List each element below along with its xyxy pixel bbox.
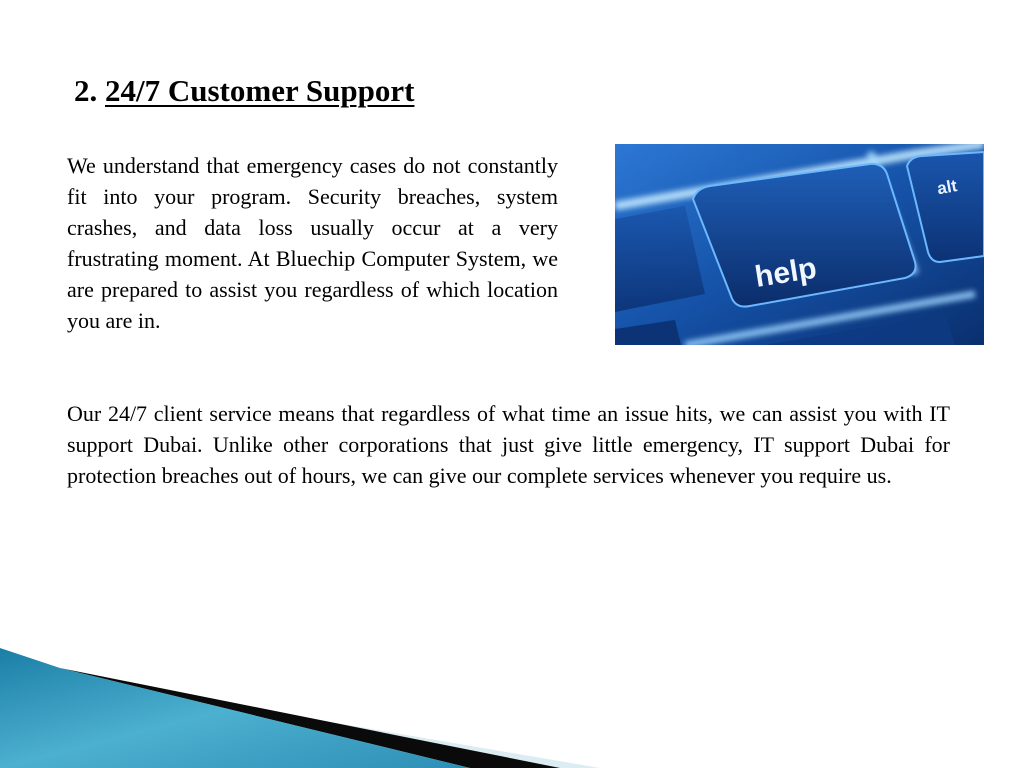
slide-heading <box>74 72 414 110</box>
corner-decoration <box>0 640 1024 768</box>
service-paragraph: Our 24/7 client service means that regardless of what time an issue hits, we can assist you with IT support Dubai. Unlike other corporations that just give little emergency, IT support Dubai for protection breaches out of hours, we can give our complete services whenever you require us. <box>67 401 950 488</box>
heading-number: 2. <box>74 73 98 108</box>
heading-title: 24/7 Customer Support <box>105 73 415 108</box>
help-key-photo <box>615 144 984 345</box>
alt-key-label: alt <box>935 176 959 199</box>
help-key-label: help <box>752 251 819 294</box>
intro-paragraph: We understand that emergency cases do not constantly fit into your program. Security breaches, system crashes, and data loss usually occur at a very frustrating moment. At Bluechip Computer System, we are prepared to assist you regardless of which location you are in. <box>67 153 558 333</box>
